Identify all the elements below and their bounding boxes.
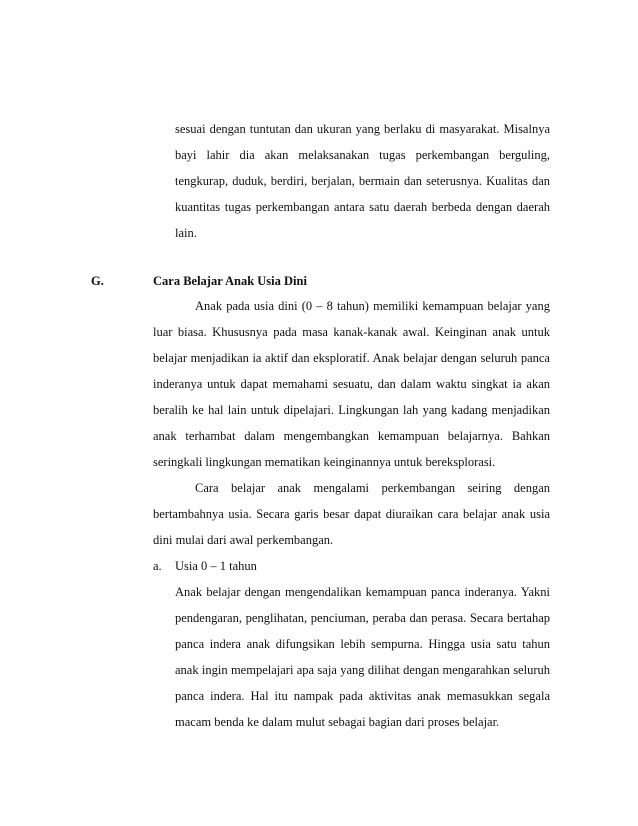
paragraph-line: luar biasa. Khususnya pada masa kanak-kanak awal. Keinginan anak untuk — [153, 325, 550, 339]
paragraph-line: dini mulai dari awal perkembangan. — [153, 533, 334, 547]
paragraph-line: panca indera anak difungsikan lebih sempurna. Hingga usia satu tahun — [175, 637, 550, 651]
paragraph-line: kuantitas tugas perkembangan antara satu daerah berbeda dengan daerah — [175, 200, 550, 214]
paragraph-line: beralih ke hal lain untuk dipelajari. Lingkungan lah yang kadang menjadikan — [153, 403, 550, 417]
subsection-title: Usia 0 – 1 tahun — [175, 559, 257, 573]
paragraph-line: macam benda ke dalam mulut sebagai bagian dari proses belajar. — [175, 715, 500, 729]
paragraph-line: bayi lahir dia akan melaksanakan tugas perkembangan berguling, — [175, 148, 550, 162]
paragraph-line: sesuai dengan tuntutan dan ukuran yang berlaku di masyarakat. Misalnya — [175, 122, 550, 136]
section-label: G. — [91, 274, 104, 288]
subsection-label: a. — [153, 559, 162, 573]
paragraph-line: lain. — [175, 226, 197, 240]
paragraph-line: Anak pada usia dini (0 – 8 tahun) memiliki kemampuan belajar yang — [195, 299, 550, 313]
paragraph-line: Cara belajar anak mengalami perkembangan seiring dengan — [195, 481, 550, 495]
paragraph-line: tengkurap, duduk, berdiri, berjalan, bermain dan seterusnya. Kualitas dan — [175, 174, 550, 188]
paragraph-line: bertambahnya usia. Secara garis besar dapat diuraikan cara belajar anak usia — [153, 507, 550, 521]
paragraph-line: pendengaran, penglihatan, penciuman, peraba dan perasa. Secara bertahap — [175, 611, 550, 625]
paragraph-line: anak terhambat dalam mengembangkan kemampuan belajarnya. Bahkan — [153, 429, 550, 443]
paragraph-line: seringkali lingkungan mematikan keinginannya untuk bereksplorasi. — [153, 455, 496, 469]
paragraph-line: inderanya untuk dapat memahami sesuatu, dan dalam waktu singkat ia akan — [153, 377, 550, 391]
paragraph-line: belajar menjadikan ia aktif dan eksploratif. Anak belajar dengan seluruh panca — [153, 351, 550, 365]
paragraph-line: panca indera. Hal itu nampak pada aktivitas anak memasukkan segala — [175, 689, 550, 703]
section-title: Cara Belajar Anak Usia Dini — [153, 274, 307, 288]
paragraph-line: anak ingin mempelajari apa saja yang dilihat dengan mengarahkan seluruh — [175, 663, 550, 677]
paragraph-line: Anak belajar dengan mengendalikan kemampuan panca inderanya. Yakni — [175, 585, 550, 599]
